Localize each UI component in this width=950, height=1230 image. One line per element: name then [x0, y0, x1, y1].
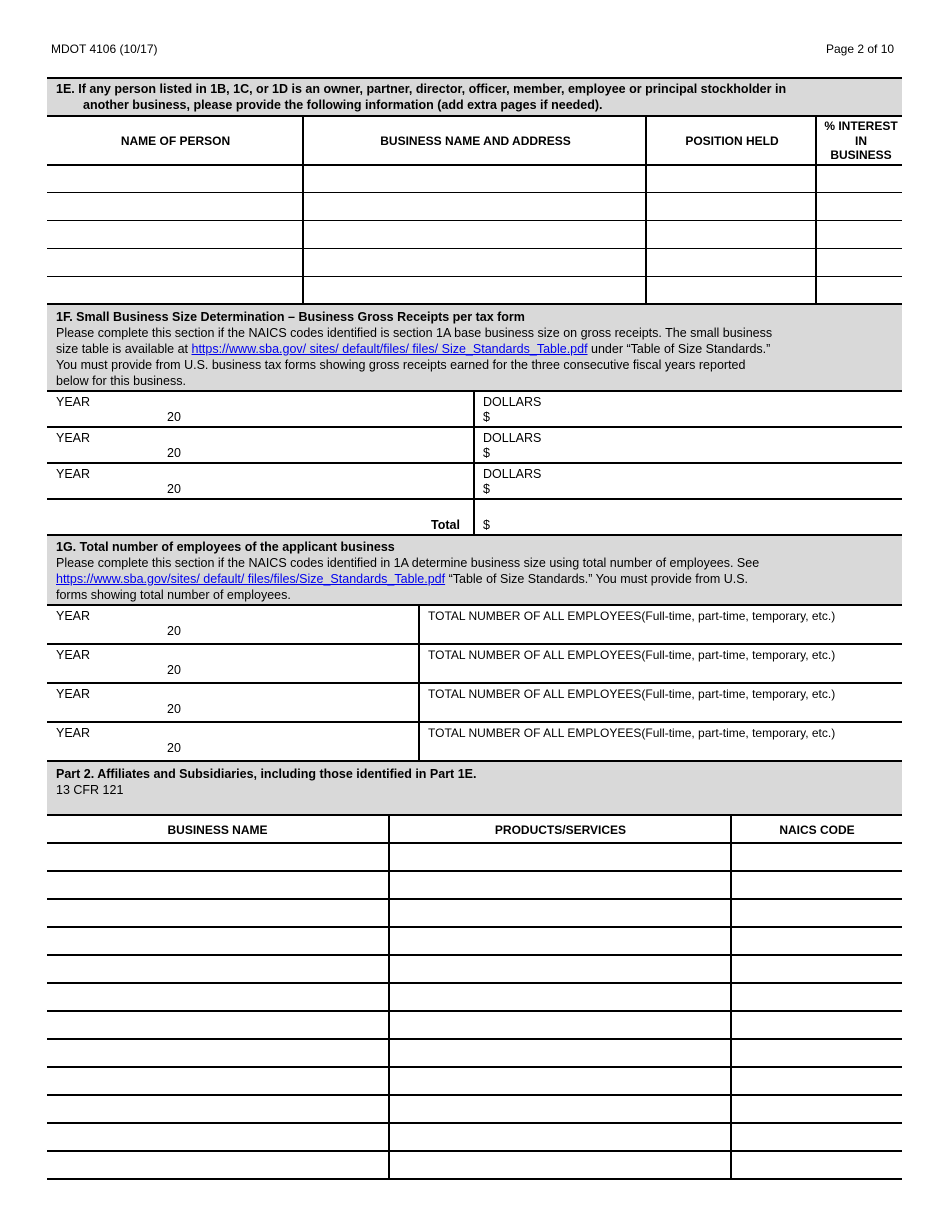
- p2-row2-naics-cell[interactable]: [732, 872, 902, 898]
- 1g-row1-employees-input[interactable]: [420, 624, 900, 643]
- 1g-row2-employees-label: TOTAL NUMBER OF ALL EMPLOYEES(Full-time, part-time, temporary, etc.): [428, 648, 836, 662]
- 1g-row1-employees-label: TOTAL NUMBER OF ALL EMPLOYEES(Full-time, part-time, temporary, etc.): [428, 609, 836, 623]
- 1g-row2-year-prefix: 20: [167, 663, 181, 677]
- p2-row2-products-cell[interactable]: [390, 872, 730, 898]
- 1e-row3-position-cell[interactable]: [647, 221, 815, 248]
- 1e-row4-name-cell[interactable]: [47, 249, 302, 276]
- col-interest-line2: IN: [855, 133, 867, 148]
- 1g-row3-employees-label: TOTAL NUMBER OF ALL EMPLOYEES(Full-time, part-time, temporary, etc.): [428, 687, 836, 701]
- section-1f-text-line2-pre: size table is available at: [56, 342, 192, 356]
- 1f-row3-dollars-input[interactable]: [495, 464, 900, 498]
- section-1g-title: 1G. Total number of employees of the applicant business: [56, 540, 395, 554]
- 1e-row3-name-cell[interactable]: [47, 221, 302, 248]
- p2-row12-business-cell[interactable]: [47, 1152, 388, 1178]
- 1e-row1-business-cell[interactable]: [304, 166, 645, 192]
- 1e-row1-interest-cell[interactable]: [817, 166, 902, 192]
- 1g-row4-employees-label: TOTAL NUMBER OF ALL EMPLOYEES(Full-time, part-time, temporary, etc.): [428, 726, 836, 740]
- 1e-row4-interest-cell[interactable]: [817, 249, 902, 276]
- section-1e-title-line2: another business, please provide the following information (add extra pages if needed).: [83, 98, 603, 112]
- 1f-row3-dollar-sign: $: [483, 482, 490, 496]
- p2-row8-naics-cell[interactable]: [732, 1040, 902, 1066]
- 1f-row1-year-label: YEAR: [56, 395, 91, 409]
- 1g-row1-year-input[interactable]: [185, 606, 416, 643]
- col-interest-line1: % INTEREST: [824, 119, 898, 133]
- 1e-row1-position-cell[interactable]: [647, 166, 815, 192]
- part-2-title: Part 2. Affiliates and Subsidiaries, including those identified in Part 1E.: [56, 767, 477, 781]
- p2-row1-naics-cell[interactable]: [732, 844, 902, 870]
- section-1g-text-line1: Please complete this section if the NAICS codes identified in 1A determine business size using total number of employees. See: [56, 556, 760, 570]
- 1f-total-label: Total: [431, 518, 460, 532]
- 1f-row3-dollars-label: DOLLARS: [483, 467, 542, 481]
- p2-row8-business-cell[interactable]: [47, 1040, 388, 1066]
- 1g-row3-year-label: YEAR: [56, 687, 91, 701]
- p2-row5-products-cell[interactable]: [390, 956, 730, 982]
- p2-row10-products-cell[interactable]: [390, 1096, 730, 1122]
- 1g-row1-year-label: YEAR: [56, 609, 91, 623]
- p2-row11-business-cell[interactable]: [47, 1124, 388, 1150]
- 1g-row4-year-prefix: 20: [167, 741, 181, 755]
- 1f-row2-year-prefix: 20: [167, 446, 181, 460]
- section-1g-text-line2: [56, 571, 748, 587]
- p2-row7-products-cell[interactable]: [390, 1012, 730, 1038]
- 1f-row2-dollar-sign: $: [483, 446, 490, 460]
- col-business-name: BUSINESS NAME: [167, 823, 268, 837]
- 1f-row3-year-input[interactable]: [185, 464, 471, 498]
- 1g-row3-year-input[interactable]: [185, 684, 416, 721]
- col-name-of-person: NAME OF PERSON: [120, 134, 231, 148]
- form-id: MDOT 4106 (10/17): [51, 42, 158, 56]
- p2-row5-business-cell[interactable]: [47, 956, 388, 982]
- col-interest-line3: BUSINESS: [830, 148, 892, 162]
- p2-row11-naics-cell[interactable]: [732, 1124, 902, 1150]
- part-2-subtitle: 13 CFR 121: [56, 783, 124, 797]
- 1f-row2-year-input[interactable]: [185, 428, 471, 462]
- section-1g-text-line3: forms showing total number of employees.: [56, 588, 291, 602]
- 1e-row4-business-cell[interactable]: [304, 249, 645, 276]
- p2-row3-naics-cell[interactable]: [732, 900, 902, 926]
- p2-row10-naics-cell[interactable]: [732, 1096, 902, 1122]
- 1f-row1-dollars-input[interactable]: [495, 392, 900, 426]
- p2-row4-business-cell[interactable]: [47, 928, 388, 954]
- 1f-row1-year-prefix: 20: [167, 410, 181, 424]
- 1e-row2-position-cell[interactable]: [647, 193, 815, 220]
- col-naics-code: NAICS CODE: [779, 823, 855, 837]
- section-1f-text-line1: Please complete this section if the NAICS codes identified is section 1A base business size on gross receipts. The small business: [56, 326, 773, 340]
- 1f-total-dollar-sign: $: [483, 518, 490, 532]
- p2-row9-business-cell[interactable]: [47, 1068, 388, 1094]
- p2-row2-business-cell[interactable]: [47, 872, 388, 898]
- page-number: Page 2 of 10: [826, 42, 895, 56]
- 1g-row2-year-label: YEAR: [56, 648, 91, 662]
- p2-row5-naics-cell[interactable]: [732, 956, 902, 982]
- col-interest-in-business: [818, 119, 904, 163]
- p2-row6-business-cell[interactable]: [47, 984, 388, 1010]
- 1g-row4-year-label: YEAR: [56, 726, 91, 740]
- p2-row4-naics-cell[interactable]: [732, 928, 902, 954]
- p2-row1-business-cell[interactable]: [47, 844, 388, 870]
- section-1f-text-line4: below for this business.: [56, 374, 186, 388]
- 1g-row2-year-input[interactable]: [185, 645, 416, 682]
- col-business-name-address: BUSINESS NAME AND ADDRESS: [380, 134, 571, 148]
- 1e-row2-interest-cell[interactable]: [817, 193, 902, 220]
- 1g-row2-employees-input[interactable]: [420, 663, 900, 682]
- 1g-row1-year-prefix: 20: [167, 624, 181, 638]
- 1e-row5-position-cell[interactable]: [647, 277, 815, 303]
- sba-size-table-link-2[interactable]: https://www.sba.gov/sites/ default/ files/files/Size_Standards_Table.pdf: [56, 572, 446, 586]
- 1e-row5-business-cell[interactable]: [304, 277, 645, 303]
- p2-row3-products-cell[interactable]: [390, 900, 730, 926]
- p2-row8-products-cell[interactable]: [390, 1040, 730, 1066]
- p2-row10-business-cell[interactable]: [47, 1096, 388, 1122]
- sba-size-table-link[interactable]: https://www.sba.gov/ sites/ default/files/ files/ Size_Standards_Table.pdf: [191, 342, 588, 356]
- 1e-row5-interest-cell[interactable]: [817, 277, 902, 303]
- section-1f-text-line2-post: under “Table of Size Standards.”: [587, 342, 771, 356]
- section-1f-text-line3: You must provide from U.S. business tax forms showing gross receipts earned for the three consecutive fiscal years reported: [56, 358, 746, 372]
- 1f-row1-dollars-label: DOLLARS: [483, 395, 542, 409]
- p2-row7-business-cell[interactable]: [47, 1012, 388, 1038]
- section-1f-text-line2: [56, 341, 770, 357]
- col-products-services: PRODUCTS/SERVICES: [494, 823, 627, 837]
- 1e-row4-position-cell[interactable]: [647, 249, 815, 276]
- 1f-row3-year-label: YEAR: [56, 467, 91, 481]
- p2-row12-naics-cell[interactable]: [732, 1152, 902, 1178]
- 1e-row1-name-cell[interactable]: [47, 166, 302, 192]
- 1e-row3-business-cell[interactable]: [304, 221, 645, 248]
- section-1f-title: 1F. Small Business Size Determination – Business Gross Receipts per tax form: [56, 310, 525, 324]
- p2-row7-naics-cell[interactable]: [732, 1012, 902, 1038]
- 1f-row3-year-prefix: 20: [167, 482, 181, 496]
- p2-row9-products-cell[interactable]: [390, 1068, 730, 1094]
- 1f-row2-year-label: YEAR: [56, 431, 91, 445]
- 1f-row1-dollar-sign: $: [483, 410, 490, 424]
- 1e-row5-name-cell[interactable]: [47, 277, 302, 303]
- p2-row3-business-cell[interactable]: [47, 900, 388, 926]
- 1g-row3-employees-input[interactable]: [420, 702, 900, 721]
- section-1e-title-line1: 1E. If any person listed in 1B, 1C, or 1D is an owner, partner, director, officer, member, employee or principal stockholder in: [56, 82, 787, 96]
- 1g-row3-year-prefix: 20: [167, 702, 181, 716]
- 1e-row3-interest-cell[interactable]: [817, 221, 902, 248]
- 1f-row2-dollars-input[interactable]: [495, 428, 900, 462]
- section-1g-text-line2-post: “Table of Size Standards.” You must provide from U.S.: [445, 572, 749, 586]
- 1f-total-input[interactable]: [495, 500, 900, 534]
- p2-row12-products-cell[interactable]: [390, 1152, 730, 1178]
- col-position-held: POSITION HELD: [685, 134, 779, 148]
- 1e-row2-name-cell[interactable]: [47, 193, 302, 220]
- p2-row6-products-cell[interactable]: [390, 984, 730, 1010]
- p2-row9-naics-cell[interactable]: [732, 1068, 902, 1094]
- p2-row11-products-cell[interactable]: [390, 1124, 730, 1150]
- 1e-row2-business-cell[interactable]: [304, 193, 645, 220]
- p2-row1-products-cell[interactable]: [390, 844, 730, 870]
- 1f-row1-year-input[interactable]: [185, 392, 471, 426]
- 1g-row4-employees-input[interactable]: [420, 741, 900, 760]
- p2-row6-naics-cell[interactable]: [732, 984, 902, 1010]
- 1f-row2-dollars-label: DOLLARS: [483, 431, 542, 445]
- p2-row4-products-cell[interactable]: [390, 928, 730, 954]
- 1g-row4-year-input[interactable]: [185, 723, 416, 760]
